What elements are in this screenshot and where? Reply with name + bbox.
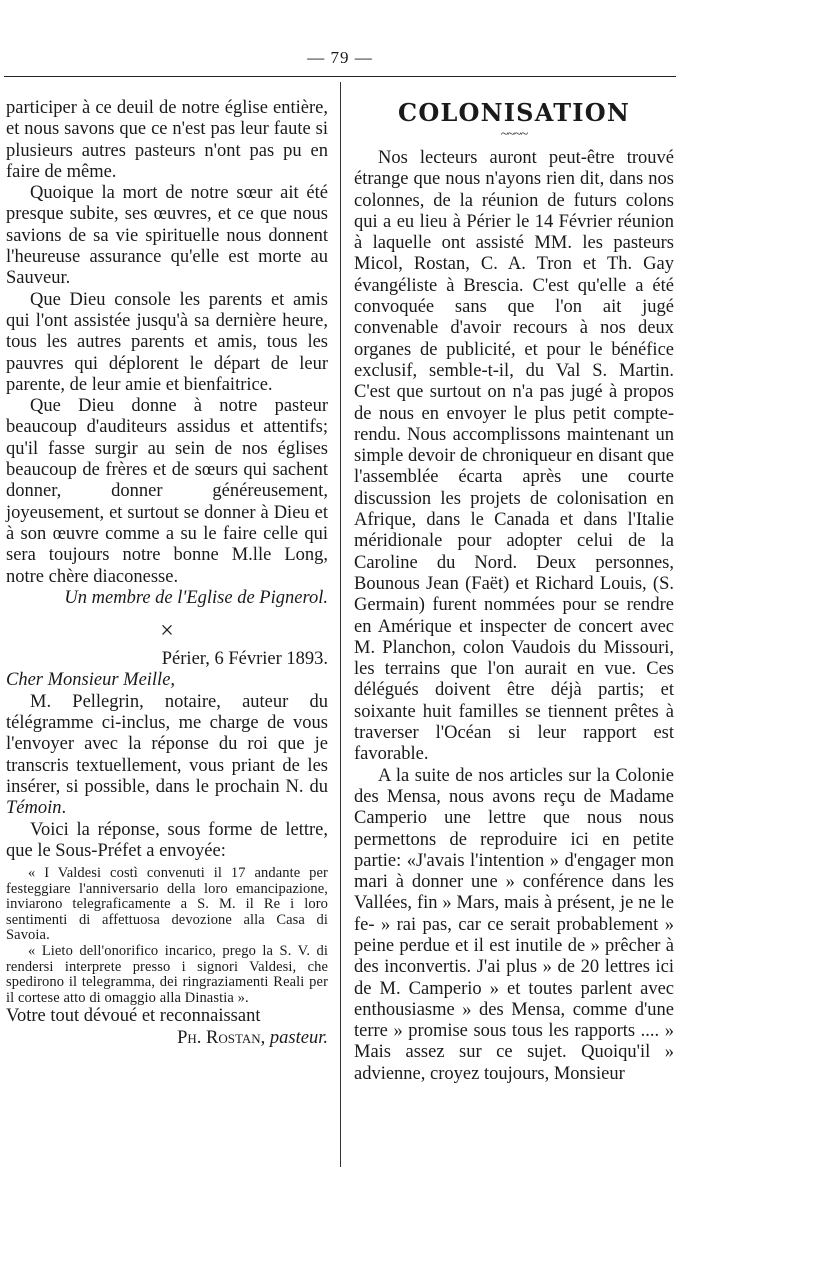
column-divider — [340, 82, 341, 1167]
left-paragraph-3: Que Dieu console les parents et amis qui l'ont assistée jusqu'à sa dernière heure, tous les autres parents et amis, tous les pauvres qui déplorent le départ de leur parente, de leur amie et bienfaitrice. — [6, 289, 328, 395]
letter-paragraph-2: Voici la réponse, sous forme de lettre, que le Sous-Préfet a envoyée: — [6, 819, 328, 861]
newspaper-name: Témoin — [6, 798, 62, 819]
signer-name: Ph. Rostan, — [177, 1027, 266, 1048]
quote-paragraph-1: « I Valdesi costì convenuti il 17 andante per festeggiare l'anniversario della loro emancipazione, inviarono telegraficamente a S. M. il Re i loro sentimenti di affettuosa devozione alla Casa di Savoia. — [6, 865, 328, 944]
right-paragraph-2: A la suite de nos articles sur la Colonie des Mensa, nous avons reçu de Madame Camperio une lettre que nous nous permettons de reproduire ici en petite partie: «J'avais l'intention » d'engager mon mari à donner une » conférence dans les Vallées, fin » Mars, mais à présent, je ne le fe- » rai pas, car ce serait probablement » peine perdue et il est inutile de » prêcher à des inconvertis. J'ai plus » de 20 lettres ici de M. Camperio » et toutes parlent avec enthousiasme » des Mensa, comme d'une terre » promise sous tous les rapports .... » Mais assez sur ce sujet. Quoiqu'il » advienne, croyez toujours, Monsieur — [354, 765, 674, 1084]
letter-signer — [6, 1028, 328, 1049]
separator-cross: × — [160, 618, 174, 645]
signer-role: pasteur. — [269, 1027, 328, 1048]
letter-paragraph-1-end: . — [61, 798, 67, 819]
letter-paragraph-1 — [6, 692, 328, 820]
left-paragraph-1: participer à ce deuil de notre église entière, et nous savons que ce n'est pas leur faute si plusieurs autres pasteurs n'ont pas pu en faire de même. — [6, 98, 328, 182]
page-number: — 79 — — [307, 48, 373, 67]
right-column — [354, 100, 674, 1085]
article-signature: Un membre de l'Eglise de Pignerol. — [64, 587, 328, 608]
quote-paragraph-2: « Lieto dell'onorifico incarico, prego la S. V. di rendersi interprete presso i signori Valdesi, che spedirono il telegramma, dei ringraziamenti Reali per il cortese atto di omaggio alla Dinastia ». — [6, 943, 328, 1006]
header-rule — [4, 76, 676, 77]
section-title: COLONISATION — [398, 98, 630, 127]
right-paragraph-1: Nos lecteurs auront peut-être trouvé étrange que nous n'ayons rien dit, dans nos colonnes, de la réunion de futurs colons qui a eu lieu à Périer le 14 Février réunion à laquelle ont assisté MM. les pasteurs Micol, Rostan, C. A. Tron et Th. Gay évangéliste à Brescia. C'est qu'elle a été convoquée sans que l'on ait jugé convenable d'avoir recours à nos deux organes de publicité, et pour le bénéfice exclusif, semble-t-il, du Val S. Martin. C'est que surtout on n'a pas jugé à propos de nous en envoyer le plus petit compte-rendu. Nous accomplissons maintenant un simple devoir de chroniqueur en disant que l'assemblée écarta après une courte discussion les projets de colonisation en Afrique, dans le Canada et dans l'Italie méridionale pour adopter celui de la Caroline du Nord. Deux personnes, Bounous Jean (Faët) et Richard Louis, (S. Germain) furent nommées pour se rendre en Amérique et inspecter de concert avec M. Planchon, colon Vaudois du Missouri, les terrains que l'on aurait en vue. Ces délégués doivent être déjà partis; et soixante huit familles se tiennent prêtes à traverser l'Océan si leur rapport est favorable. — [354, 148, 674, 765]
left-paragraph-4: Que Dieu donne à notre pasteur beaucoup d'auditeurs assidus et attentifs; qu'il fasse surgir au sein de nos églises beaucoup de frères et de sœurs qui sachent donner, donner généreusement, joyeusement, et surtout se donner à Dieu et à son œuvre comme a su le faire celle qui sera toujours notre bonne M.lle Long, notre chère diaconesse. — [6, 396, 328, 587]
quoted-telegram — [6, 866, 328, 1006]
left-paragraph-2: Quoique la mort de notre sœur ait été presque subite, ses œuvres, et ce que nous savions de sa vie spirituelle nous donnent l'heureuse assurance qu'elle est morte au Sauveur. — [6, 183, 328, 289]
left-column — [6, 98, 328, 1049]
letter-paragraph-1-text: M. Pellegrin, notaire, auteur du télégramme ci-inclus, me charge de vous l'envoyer avec la réponse du roi que je transcris textuellement, vous priant de les insérer, si possible, dans le prochain N. du — [6, 691, 328, 797]
letter-dateline: Périer, 6 Février 1893. — [161, 649, 328, 670]
letter-salutation: Cher Monsieur Meille, — [6, 670, 176, 691]
letter-closing: Votre tout dévoué et reconnaissant — [6, 1006, 261, 1027]
title-ornament: ~~~~ — [500, 127, 528, 142]
